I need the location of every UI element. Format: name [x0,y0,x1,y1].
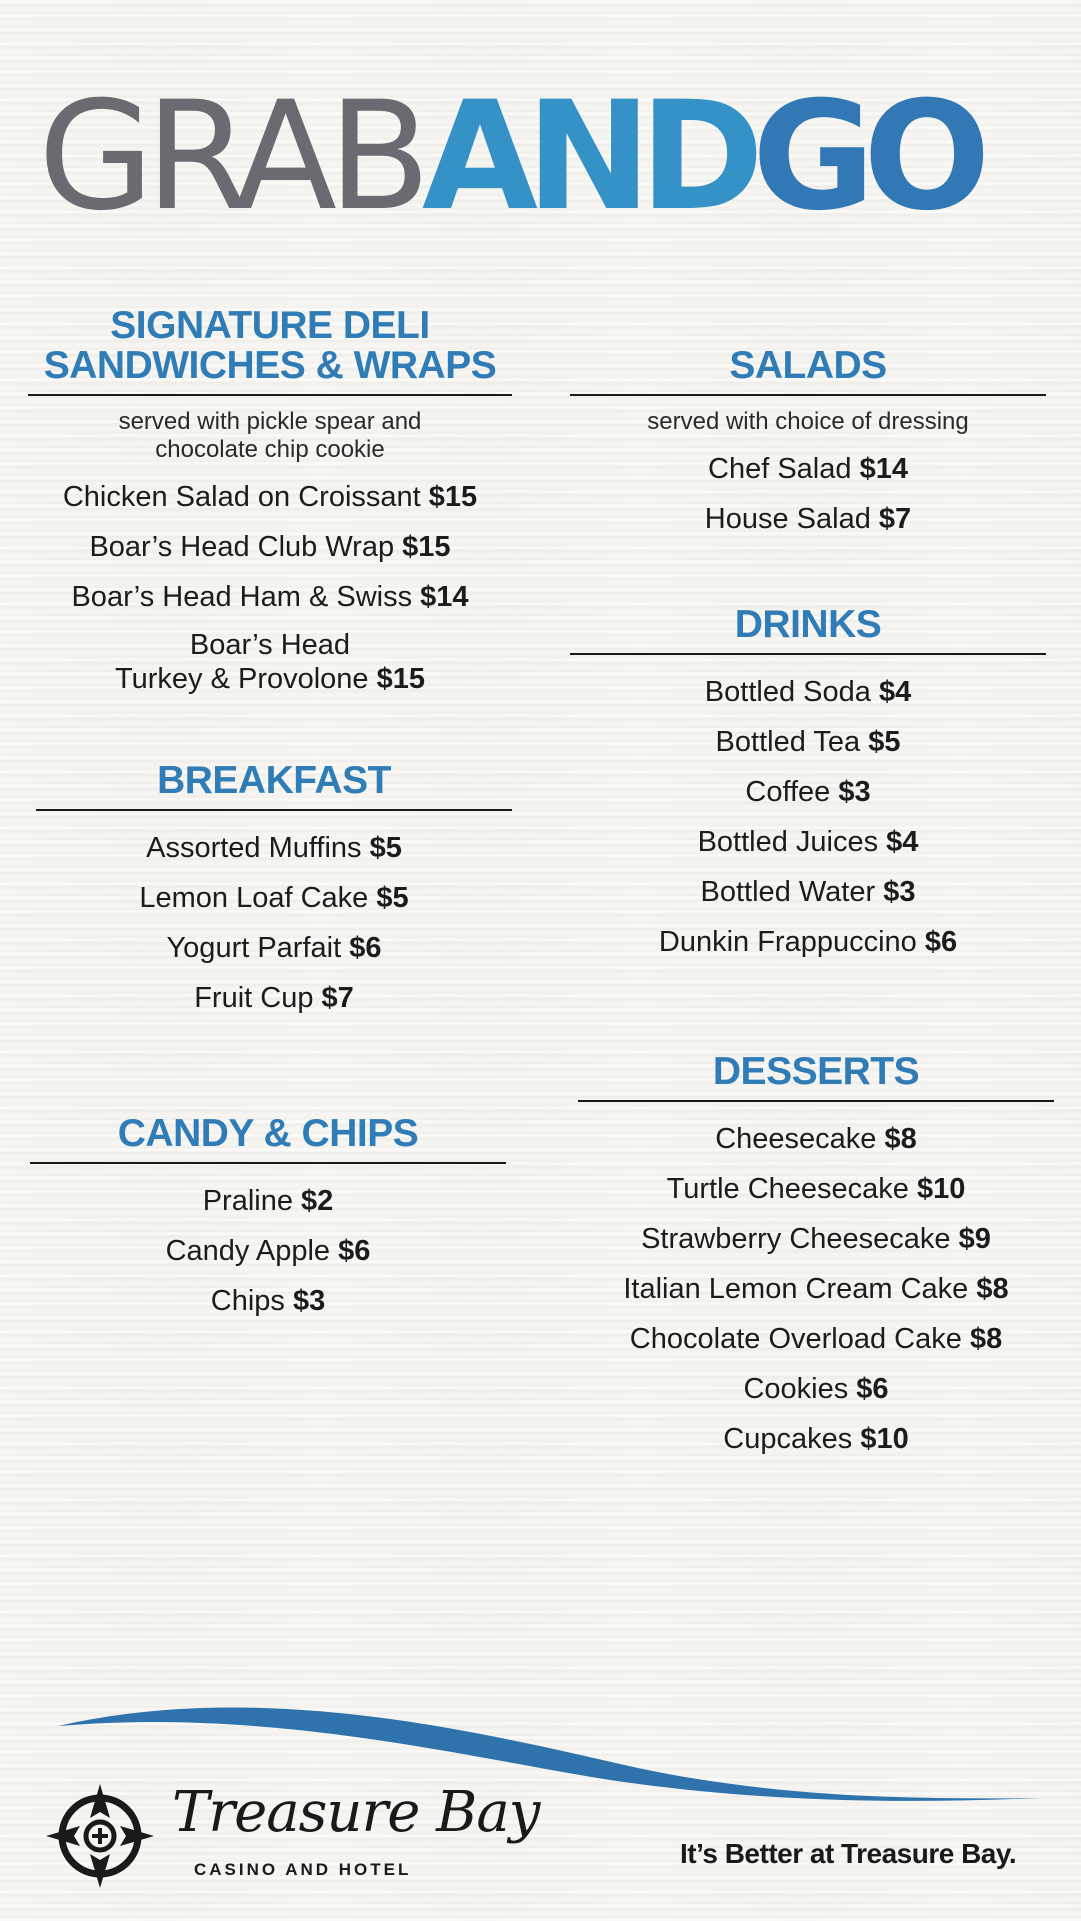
menu-item-name: Cupcakes [723,1423,853,1455]
page-title [38,70,1048,244]
section-breakfast [36,761,512,1023]
menu-item [578,1414,1054,1464]
section-sandwiches [28,306,512,696]
menu-item-price: $4 [878,676,912,708]
menu-item [578,1214,1054,1264]
section-candy-chips [30,1114,506,1326]
menu-item-name: Yogurt Parfait [166,932,342,964]
menu-item-price: $8 [884,1123,917,1155]
title-and: AND [421,70,753,244]
title-grab: GRAB [38,70,422,244]
menu-item [28,522,512,572]
menu-item [30,1276,506,1326]
drinks-heading: DRINKS [734,603,882,646]
menu-item [570,817,1046,867]
menu-item-price: $4 [886,826,919,858]
desserts-heading: DESSERTS [712,1050,920,1093]
menu-item-name: Boar’s Head Ham & Swiss [71,581,413,613]
title-go: GO [752,70,979,244]
menu-item-name: Turtle Cheesecake [666,1173,909,1205]
menu-item-name: Bottled Soda [704,676,871,708]
menu-item-price: $6 [856,1373,889,1405]
sandwiches-list [28,472,512,696]
menu-item-name: Strawberry Cheesecake [641,1223,951,1255]
tagline: It’s Better at Treasure Bay. [680,1838,1017,1869]
menu-item-name: Italian Lemon Cream Cake [623,1273,969,1305]
menu-item [28,628,512,696]
menu-item-name: House Salad [704,503,871,535]
sandwiches-note [28,408,512,464]
menu-item-price: $5 [369,832,402,864]
menu-item-name: Cheesecake [715,1123,877,1155]
section-drinks [570,605,1046,967]
menu-item [570,767,1046,817]
treasure-bay-logo [44,1778,540,1888]
menu-item-name: Praline [202,1185,293,1217]
candy-heading: CANDY & CHIPS [117,1112,419,1155]
menu-item [578,1314,1054,1364]
menu-item [578,1264,1054,1314]
menu-item [30,1176,506,1226]
menu-item-name: Lemon Loaf Cake [139,882,369,914]
menu-item-name: Bottled Juices [697,826,879,858]
menu-item-name: Chicken Salad on Croissant [62,481,421,513]
sandwiches-divider [28,394,512,396]
menu-item-price: $6 [349,932,382,964]
menu-item-price: $7 [321,982,354,1014]
menu-item [30,1226,506,1276]
salads-divider [570,394,1046,396]
menu-item-name: Boar’s Head Club Wrap [89,531,395,563]
section-salads [570,346,1046,544]
menu-item [36,873,512,923]
menu-item [28,572,512,622]
menu-item-price: $6 [338,1235,371,1267]
menu-item-price: $14 [859,453,908,485]
menu-item-price: $6 [924,926,958,958]
sandwiches-heading-line1: SIGNATURE DELI [110,304,430,347]
sandwiches-note-line2: chocolate chip cookie [155,436,385,463]
sandwiches-heading [28,306,512,386]
menu-item-name: Candy Apple [165,1235,331,1267]
sandwiches-heading-line2: SANDWICHES & WRAPS [43,344,497,387]
menu-item-name-line2: Turkey & Provolone [114,663,369,695]
menu-item-price: $8 [976,1273,1009,1305]
menu-item-name: Coffee [745,776,831,808]
menu-item-name: Fruit Cup [194,982,314,1014]
menu-item [36,923,512,973]
logo-wordmark: Treasure Bay [172,1780,540,1845]
menu-item-price: $7 [878,503,912,535]
menu-item-name-line1: Boar’s Head [189,629,351,661]
breakfast-divider [36,809,512,811]
sandwiches-note-line1: served with pickle spear and [118,408,422,435]
menu-item-name: Bottled Tea [715,726,861,758]
salads-note: served with choice of dressing [647,408,969,435]
menu-item [36,823,512,873]
menu-item-price: $8 [969,1323,1003,1355]
menu-item-price: $5 [376,882,409,914]
breakfast-heading: BREAKFAST [157,759,391,802]
menu-item-price: $10 [860,1423,909,1455]
menu-item-name: Assorted Muffins [146,832,362,864]
menu-item-name: Dunkin Frappuccino [658,926,917,958]
menu-item-name: Chocolate Overload Cake [629,1323,962,1355]
menu-item-price: $3 [292,1285,326,1317]
menu-item-price: $15 [376,663,426,695]
section-desserts [578,1052,1054,1464]
menu-item [570,717,1046,767]
menu-item-price: $15 [428,481,478,513]
salads-heading: SALADS [729,344,887,387]
menu-item-price: $15 [402,531,451,563]
menu-item-price: $14 [420,581,469,613]
menu-item-price: $2 [301,1185,334,1217]
menu-item-price: $10 [917,1173,966,1205]
menu-item [28,472,512,522]
menu-item [578,1114,1054,1164]
menu-item [578,1364,1054,1414]
menu-item-name: Chef Salad [708,453,852,485]
desserts-divider [578,1100,1054,1102]
menu-item [570,917,1046,967]
menu-item-price: $5 [868,726,901,758]
menu-item-name: Chips [210,1285,285,1317]
menu-item-name: Cookies [743,1373,849,1405]
menu-item [570,867,1046,917]
menu-item-name: Bottled Water [700,876,876,908]
menu-item [570,667,1046,717]
logo-subtitle: CASINO AND HOTEL [194,1860,412,1879]
menu-item-price: $3 [883,876,916,908]
menu-item-price: $9 [958,1223,991,1255]
menu-item [36,973,512,1023]
menu-item [570,494,1046,544]
compass-icon [44,1778,156,1890]
menu-item-price: $3 [838,776,871,808]
menu-item [570,444,1046,494]
menu-item [578,1164,1054,1214]
candy-divider [30,1162,506,1164]
drinks-divider [570,653,1046,655]
